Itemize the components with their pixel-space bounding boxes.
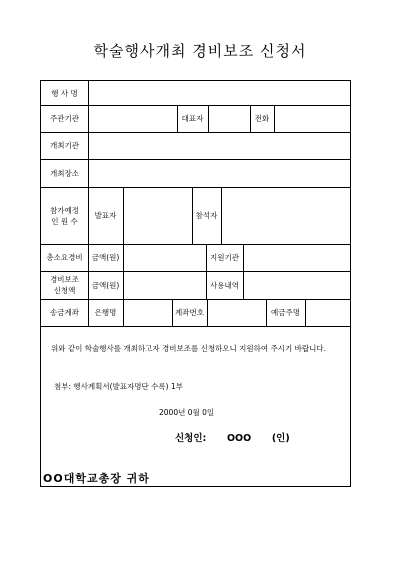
subsidy-label: [41, 271, 88, 299]
support-org-field[interactable]: [244, 244, 351, 271]
event-name-label: 행 사 명: [51, 88, 78, 98]
usage-label: 사용내역: [210, 280, 239, 290]
holder-label: 예금주명: [271, 308, 300, 317]
organizer-label: 개최기관: [50, 141, 79, 150]
host-org-field[interactable]: [89, 105, 177, 132]
account-no-label: 계좌번호: [175, 308, 204, 317]
representative-field[interactable]: [209, 105, 250, 132]
bank-label: 은행명: [94, 308, 117, 317]
presenters-label: 발표자: [94, 211, 117, 220]
form-title: 학술행사개최 경비보조 신청서: [93, 42, 307, 60]
participants-label-line2: 인 원 수: [51, 216, 78, 226]
signature-line: [175, 430, 290, 444]
bank-field[interactable]: [124, 299, 172, 326]
participants-label-line1: 참가예정: [50, 205, 79, 215]
total-cost-amount-label: 금액(원): [91, 253, 120, 262]
subsidy-label-line2: 신청액: [53, 286, 76, 295]
addressee: OO대학교총장 귀하: [43, 472, 150, 485]
total-cost-amount-field[interactable]: [124, 244, 206, 271]
signature-label: 신청인:: [175, 433, 207, 444]
applicant-name: OOO: [226, 433, 252, 444]
notice-text: 위와 같이 학술행사를 개최하고자 경비보조를 신청하오니 지원하여 주시기 바랍니다.: [51, 344, 327, 353]
account-no-field[interactable]: [208, 299, 266, 326]
remittance-label: 송금계좌: [50, 308, 79, 317]
host-org-label: 주관기관: [50, 114, 79, 123]
usage-field[interactable]: [244, 271, 351, 299]
phone-field[interactable]: [275, 105, 351, 132]
attendees-field[interactable]: [222, 187, 351, 244]
phone-label: 전화: [254, 114, 270, 123]
organizer-field[interactable]: [89, 132, 351, 159]
total-cost-label: 총소요경비: [46, 253, 83, 262]
attachment-text: 첨부: 행사계획서(발표자명단 수록) 1부: [54, 382, 183, 391]
subsidy-label-line1: 경비보조: [50, 275, 79, 284]
venue-label: 개최장소: [50, 168, 79, 178]
application-date: 2000년 0월 0일: [159, 408, 215, 417]
subsidy-amount-field[interactable]: [124, 271, 206, 299]
presenters-field[interactable]: [124, 187, 192, 244]
participants-label: [41, 187, 88, 244]
event-name-field[interactable]: [89, 81, 351, 105]
representative-label: 대표자: [181, 114, 204, 123]
form-table: [40, 80, 351, 487]
attendees-label: 참석자: [195, 211, 218, 220]
support-org-label: 지원기관: [210, 253, 239, 262]
subsidy-amount-label: 금액(원): [91, 280, 120, 290]
venue-field[interactable]: [89, 159, 351, 187]
seal-mark: (인): [271, 433, 290, 444]
holder-field[interactable]: [306, 299, 351, 326]
